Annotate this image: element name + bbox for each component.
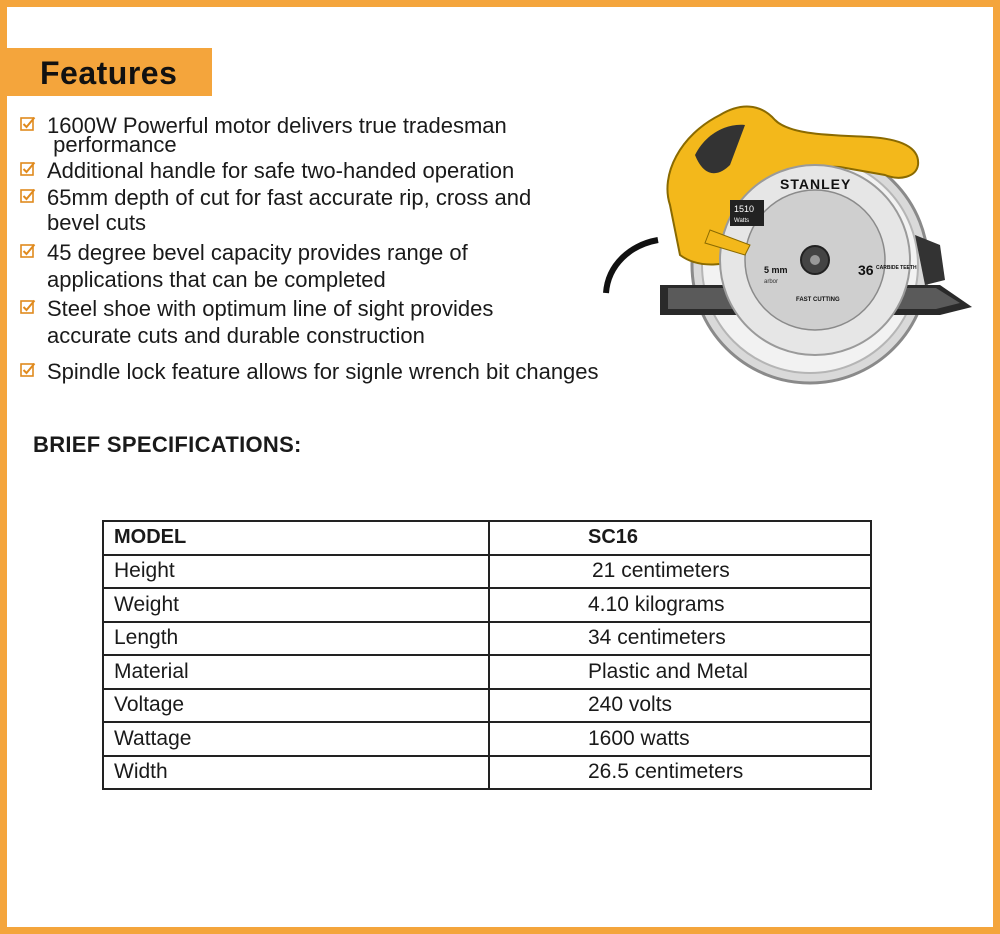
spec-label: Weight [103, 588, 489, 622]
feature-text: Spindle lock feature allows for signle wrench bit changes [47, 359, 599, 384]
cut-label: FAST CUTTING [796, 297, 840, 303]
checkbox-check-icon [20, 161, 36, 177]
checkbox-check-icon [20, 243, 36, 259]
spec-label: Wattage [103, 722, 489, 756]
checkbox-check-icon [20, 188, 36, 204]
spec-label: Height [103, 555, 489, 589]
features-title: Features [40, 55, 178, 91]
brand-label: STANLEY [780, 176, 852, 192]
power-label: 1510 [734, 204, 755, 214]
checkbox-check-icon [20, 362, 36, 378]
spec-label: Length [103, 622, 489, 656]
circular-saw-image [600, 95, 980, 395]
table-row [103, 555, 871, 589]
spec-value: 21 centimeters [489, 555, 871, 589]
feature-text: 1600W Powerful motor delivers true tradesman performance [47, 113, 507, 157]
spec-value: 240 volts [489, 689, 871, 723]
table-row [103, 722, 871, 756]
checkbox-check-icon [20, 116, 36, 132]
spec-value: 26.5 centimeters [489, 756, 871, 790]
power-unit: Watts [734, 218, 750, 224]
teeth-count: 36 [858, 262, 874, 278]
header-value: SC16 [489, 521, 871, 555]
checkbox-check-icon [20, 299, 36, 315]
table-row [103, 689, 871, 723]
spec-value: 34 centimeters [489, 622, 871, 656]
spec-label: Voltage [103, 689, 489, 723]
teeth-label: CARBIDE TEETH [876, 265, 917, 271]
feature-text: Additional handle for safe two-handed operation [47, 158, 515, 183]
spec-label: Material [103, 655, 489, 689]
feature-text: 65mm depth of cut for fast accurate rip, cross and bevel cuts [47, 185, 532, 235]
spec-value: Plastic and Metal [489, 655, 871, 689]
header-label: MODEL [103, 521, 489, 555]
blade-size: 5 mm [764, 265, 788, 275]
feature-text: 45 degree bevel capacity provides range of applications that can be completed [47, 240, 468, 292]
feature-text: Steel shoe with optimum line of sight provides accurate cuts and durable construction [47, 296, 494, 348]
blade-arbor: arbor [764, 279, 779, 285]
table-row [103, 655, 871, 689]
spec-value: 1600 watts [489, 722, 871, 756]
spec-value: 4.10 kilograms [489, 588, 871, 622]
specs-title: BRIEF SPECIFICATIONS: [33, 432, 302, 457]
specs-table [102, 520, 872, 790]
table-row [103, 588, 871, 622]
table-header-row [103, 521, 871, 555]
table-row [103, 756, 871, 790]
spec-label: Width [103, 756, 489, 790]
table-row [103, 622, 871, 656]
